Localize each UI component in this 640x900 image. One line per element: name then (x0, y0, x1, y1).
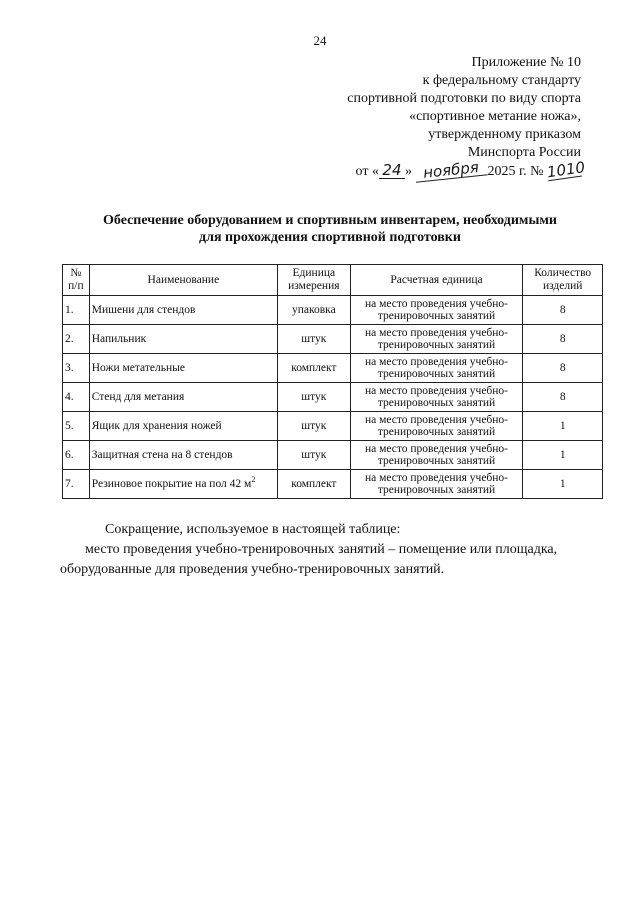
cell-calc: на место проведения учебно-тренировочных занятий (350, 354, 523, 383)
cell-num: 2. (63, 325, 90, 354)
cell-qty: 1 (523, 441, 603, 470)
cell-name: Напильник (89, 325, 277, 354)
header-name: Наименование (89, 265, 277, 296)
cell-num: 6. (63, 441, 90, 470)
table-row (63, 354, 603, 383)
footnote-definition: место проведения учебно-тренировочных занятий – помещение или площадка, оборудованные для проведения учебно-тренировочных занятий. (60, 542, 558, 577)
cell-calc: на место проведения учебно-тренировочных занятий (350, 412, 523, 441)
table-row (63, 412, 603, 441)
order-date-line (291, 158, 587, 182)
handwritten-month: ноября (415, 158, 488, 182)
table-row (63, 325, 603, 354)
appendix-header (291, 54, 587, 182)
cell-num: 4. (63, 383, 90, 412)
handwritten-order-number: 1010 (545, 158, 587, 182)
title-line: для прохождения спортивной подготовки (199, 230, 461, 245)
header-unit: Единица измерения (278, 265, 351, 296)
document-title (60, 212, 600, 246)
table-row (63, 441, 603, 470)
cell-name-text: Резиновое покрытие на пол 42 м (91, 478, 252, 490)
cell-name (89, 470, 277, 499)
table-header-row (63, 265, 603, 296)
appendix-line: утвержденному приказом (428, 127, 581, 142)
cell-qty: 8 (523, 383, 603, 412)
cell-unit: штук (278, 325, 351, 354)
cell-num: 3. (63, 354, 90, 383)
superscript: 2 (251, 475, 256, 485)
cell-num: 1. (63, 296, 90, 325)
cell-num: 5. (63, 412, 90, 441)
cell-name: Стенд для метания (89, 383, 277, 412)
appendix-line: спортивной подготовки по виду спорта (347, 91, 581, 106)
cell-calc: на место проведения учебно-тренировочных занятий (350, 441, 523, 470)
cell-name: Ящик для хранения ножей (89, 412, 277, 441)
cell-name: Мишени для стендов (89, 296, 277, 325)
cell-unit: комплект (278, 470, 351, 499)
cell-name: Защитная стена на 8 стендов (89, 441, 277, 470)
footnote (60, 520, 610, 580)
table-row (63, 296, 603, 325)
date-year: 2025 г. № (487, 164, 547, 179)
cell-qty: 8 (523, 296, 603, 325)
header-num: № п/п (63, 265, 90, 296)
header-calc: Расчетная единица (350, 265, 523, 296)
cell-calc: на место проведения учебно-тренировочных занятий (350, 325, 523, 354)
cell-qty: 8 (523, 325, 603, 354)
appendix-line: Приложение № 10 (471, 55, 581, 70)
appendix-line: Минспорта России (467, 145, 581, 160)
cell-unit: штук (278, 441, 351, 470)
handwritten-day: 24 (379, 162, 405, 179)
date-mid: » (404, 164, 416, 179)
cell-unit: штук (278, 412, 351, 441)
page-number: 24 (313, 33, 327, 48)
date-prefix: от « (355, 164, 379, 179)
equipment-table (62, 264, 603, 499)
cell-unit: комплект (278, 354, 351, 383)
cell-unit: штук (278, 383, 351, 412)
cell-calc: на место проведения учебно-тренировочных занятий (350, 470, 523, 499)
appendix-line: «спортивное метание ножа», (409, 109, 581, 124)
cell-calc: на место проведения учебно-тренировочных занятий (350, 296, 523, 325)
cell-qty: 8 (523, 354, 603, 383)
appendix-line: к федеральному стандарту (422, 73, 581, 88)
table-row (63, 470, 603, 499)
cell-calc: на место проведения учебно-тренировочных занятий (350, 383, 523, 412)
title-line: Обеспечение оборудованием и спортивным инвентарем, необходимыми (103, 213, 557, 228)
header-qty: Количество изделий (523, 265, 603, 296)
cell-num: 7. (63, 470, 90, 499)
footnote-heading: Сокращение, используемое в настоящей таблице: (105, 522, 401, 537)
cell-qty: 1 (523, 470, 603, 499)
cell-qty: 1 (523, 412, 603, 441)
table-row (63, 383, 603, 412)
cell-unit: упаковка (278, 296, 351, 325)
cell-name: Ножи метательные (89, 354, 277, 383)
